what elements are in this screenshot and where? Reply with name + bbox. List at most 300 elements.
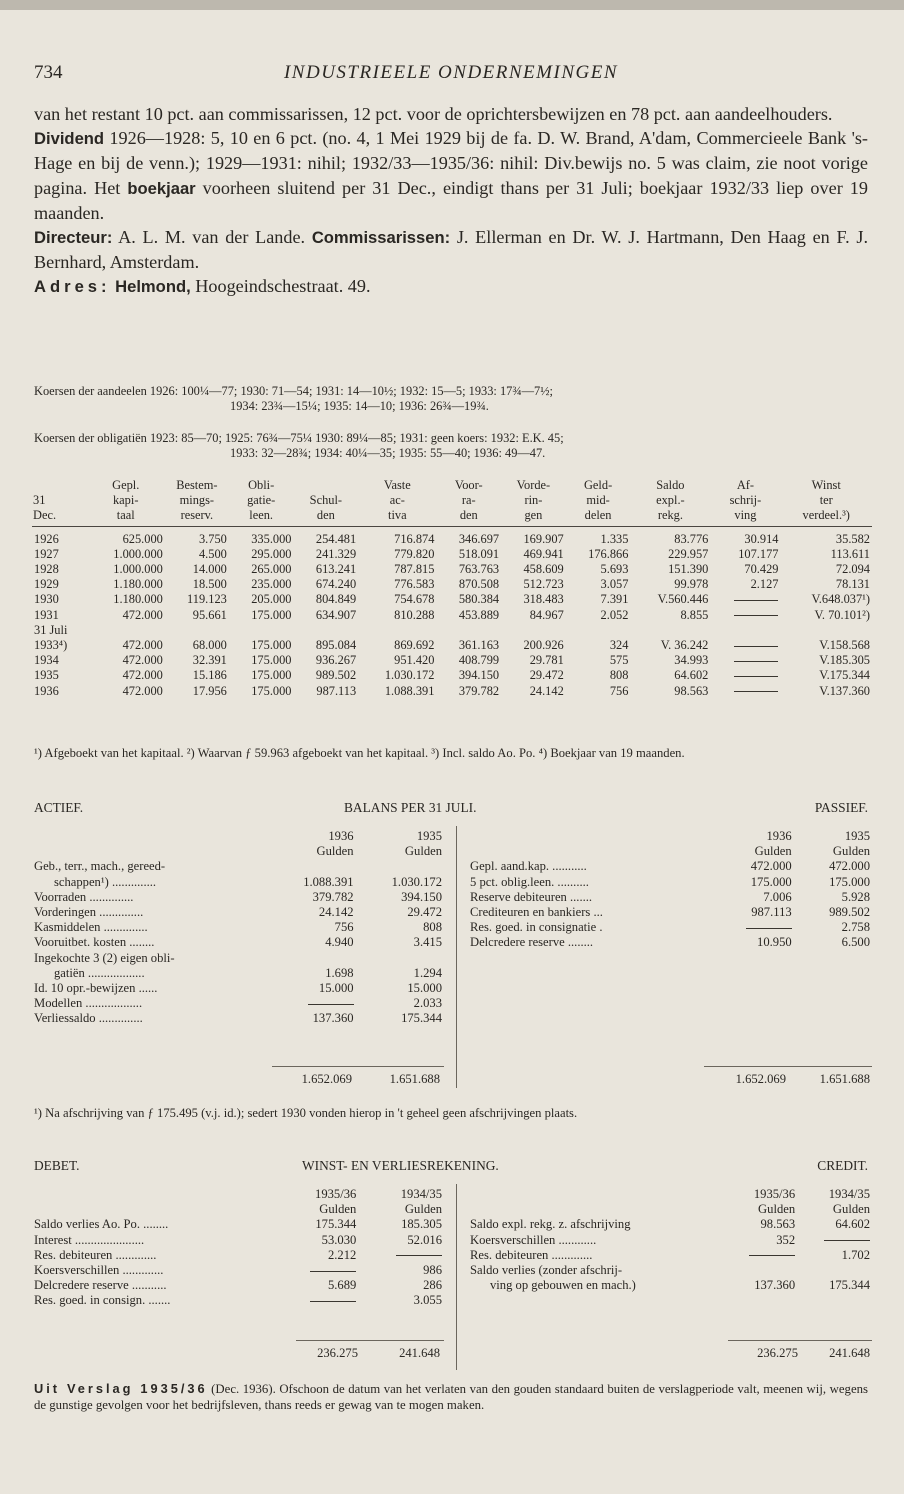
passief-row [468,890,872,905]
table-cell: 379.782 [458,683,500,698]
nil-dash [824,1240,870,1241]
boekjaar-text: voorheen sluitend per 31 Dec., eindigt thans per 31 Juli; boekjaar 1932/33 liep over 19 maanden. [34,177,868,223]
row-year: 1936 [34,683,59,698]
column-header: Geld- [583,478,613,492]
directeur-label: Directeur: [34,228,113,248]
credit-year-b: 1934/35 [828,1187,870,1201]
koersen-obligatien-line1: Koersen der obligatiën 1923: 85—70; 1925: 76¾—75¼ 1930: 89¼—85; 1931: geen koers: 1932: E.K. 45; [34,431,564,445]
debet-label: Koersverschillen ............. [34,1263,164,1278]
actief-row [32,920,444,935]
actief-value [267,859,355,874]
actief-value: 394.150 [401,889,442,904]
table-cell: 716.874 [394,531,435,546]
passief-value: 5.928 [841,889,870,904]
column-header: schrij- [729,493,762,508]
column-header: den [294,508,359,526]
credit-row [468,1278,872,1293]
table-cell: 78.131 [835,577,870,592]
passief-row [468,875,872,890]
debet-value: 3.055 [413,1293,442,1308]
nil-dash [734,691,778,692]
passief-value [707,920,794,935]
table-cell: V.137.360 [819,683,870,698]
table-cell [710,684,780,699]
table-cell: 175.000 [251,653,292,668]
credit-value: 175.344 [829,1278,870,1293]
actief-row [32,875,444,890]
credit-label: Koersverschillen ............ [470,1232,597,1247]
column-header: ac- [389,493,405,508]
column-header: Af- [736,478,755,492]
actief-value: 1.088.391 [303,874,354,889]
paragraph-restant: van het restant 10 pct. aan commissarissen, 12 pct. voor de oprichtersbewijzen en 78 pct. aan aandeelhouders. [34,104,833,124]
nil-dash [308,1004,354,1005]
actief-row [32,935,444,950]
debet-value: 5.689 [327,1278,357,1293]
debet-value: 185.305 [401,1217,442,1232]
passief-unit-b: Gulden [832,844,870,859]
actief-value: 175.344 [401,1011,442,1026]
credit-label: ving op gebouwen en mach.) [490,1278,636,1293]
passief-label: Res. goed. in consignatie . [470,920,603,935]
credit-value [797,1263,872,1278]
actief-title: ACTIEF. [34,800,84,815]
table-cell: 30.914 [744,531,779,546]
adres-label: Adres: [34,277,111,297]
table-row [32,526,872,547]
debet-label: Res. goed. in consign. ....... [34,1293,171,1308]
wv-heading [34,1158,868,1176]
table-cell: 175.000 [251,668,292,683]
table-cell: 72.094 [835,562,870,577]
actief-label: Geb., terr., mach., gereed- [34,859,166,874]
actief-row [32,981,444,996]
table-cell: 472.000 [122,683,163,698]
column-header: den [436,508,501,526]
table-header-row [32,508,872,526]
table-cell [710,623,780,638]
credit-value: 98.563 [760,1217,796,1232]
table-cell [780,623,872,638]
table-cell [358,623,436,638]
column-header: taal [87,508,165,526]
credit-label: Saldo expl. rekg. z. afschrijving [470,1217,631,1232]
table-cell: 3.057 [600,577,629,592]
actief-value: 1.030.172 [391,874,442,889]
column-header: Saldo [656,478,685,492]
column-header: Winst [811,478,841,492]
actief-label: Voorraden .............. [34,889,134,904]
credit-unit-a: Gulden [758,1202,796,1217]
koersen-aandeelen-line1: Koersen der aandeelen 1926: 100¼—77; 1930: 71—54; 1931: 14—10½; 1932: 15—5; 1933: 17¾—7½; [34,384,553,398]
table-cell: 674.240 [315,577,357,592]
table-cell: 17.956 [192,683,227,698]
row-year: 1929 [34,577,59,592]
table-cell: 64.602 [674,668,709,683]
debet-value: 175.344 [315,1217,357,1232]
table-cell: 394.150 [458,668,500,683]
credit-value: 137.360 [754,1278,796,1293]
balans-passief-table [468,829,872,951]
table-cell: V.158.568 [819,638,870,653]
table-cell: 346.697 [458,531,500,546]
table-cell: 295.000 [251,546,292,561]
column-header: rin- [524,493,543,508]
table-cell: 95.661 [192,607,227,622]
koersen-obligatien-line2: 1933: 32—28¾; 1934: 40¼—35; 1935: 55—40; 1936: 49—47. [230,446,546,460]
table-row [32,653,872,668]
table-row [32,668,872,683]
table-cell: 1.180.000 [113,577,163,592]
actief-value: 15.000 [407,981,442,996]
credit-row [468,1217,872,1232]
passief-value: 175.000 [750,874,792,889]
actief-label: schappen¹) .............. [54,874,157,889]
table-cell: V. 70.101²) [814,607,870,622]
table-cell: 472.000 [122,638,163,653]
actief-value: 1.698 [325,965,354,980]
table-cell: 469.941 [523,546,564,561]
credit-unit-b: Gulden [832,1202,870,1217]
table-row [32,592,872,607]
verslag-label: Uit Verslag 1935/36 [34,1381,208,1396]
table-cell: 4.500 [198,546,227,561]
table-cell: 175.000 [251,638,292,653]
actief-row [32,890,444,905]
table-cell: 254.481 [315,531,357,546]
debet-label: Delcredere reserve ........... [34,1278,167,1293]
actief-label: Vorderingen .............. [34,905,144,920]
debet-value: 52.016 [407,1232,442,1247]
table-cell: 175.000 [251,683,292,698]
credit-label: Saldo verlies (zonder afschrij- [470,1263,623,1278]
adres-city: Helmond, [115,277,191,297]
table-cell: 15.186 [192,668,227,683]
table-cell: 2.127 [750,577,779,592]
column-header: gen [501,508,566,526]
table-cell: 98.563 [674,683,709,698]
table-cell: 989.502 [315,668,357,683]
table-cell: 1.000.000 [113,562,163,577]
nil-dash [310,1271,356,1272]
table-cell: 408.799 [458,653,500,668]
table-cell: 169.907 [523,531,564,546]
table-cell: 14.000 [192,562,227,577]
debet-value: 986 [423,1263,442,1278]
debet-value: 286 [423,1278,442,1293]
table-cell: 70.429 [744,562,779,577]
table-cell [710,653,780,668]
page-title: INDUSTRIEELE ONDERNEMINGEN [283,62,618,83]
table-cell: 241.329 [315,546,357,561]
debet-row [32,1217,444,1232]
table-cell [436,623,501,638]
actief-total-a: 1.652.069 [301,1072,352,1086]
table-cell: 518.091 [458,546,500,561]
table-cell: 779.820 [394,546,435,561]
actief-label: Verliessaldo .............. [34,1011,143,1026]
credit-title: CREDIT. [817,1158,868,1173]
passief-total-b: 1.651.688 [819,1072,870,1086]
table-cell: 335.000 [251,531,292,546]
debet-value: 2.212 [327,1247,357,1262]
debet-row [32,1278,444,1293]
table-cell: 575 [609,653,629,668]
table-cell: 18.500 [192,577,227,592]
debet-row [32,1233,444,1248]
column-header [32,478,87,493]
nil-dash [734,646,778,647]
verslag-text: (Dec. 1936). Ofschoon de datum van het verlaten van den gouden standaard buiten de verslagperiode valt, meenen wij, wegens de gunstige gevolgen voor het bedrijfsleven, thans reeds er gewag van te mogen maken. [34,1382,868,1412]
column-header: gatie- [247,493,276,508]
table-row [32,684,872,699]
wv-title: WINST- EN VERLIESREKENING. [302,1158,499,1173]
actief-value: 29.472 [407,905,442,920]
passief-title: PASSIEF. [814,800,868,815]
passief-unit-a: Gulden [754,844,792,859]
table-cell [630,623,710,638]
table-cell: 119.123 [187,592,227,607]
column-header: ter [819,493,833,508]
passief-label: Crediteuren en bankiers ... [470,905,603,920]
actief-value: 3.415 [413,935,442,950]
table-cell: 754.678 [394,592,435,607]
debet-row [32,1263,444,1278]
nil-dash [396,1255,442,1256]
column-header: rekg. [630,508,710,526]
table-cell: 756 [609,683,629,698]
credit-total-a: 236.275 [757,1346,798,1360]
debet-total-a: 236.275 [317,1346,358,1360]
table-cell: 29.781 [529,653,564,668]
column-header: Bestem- [176,478,218,492]
table-cell: 951.420 [394,653,435,668]
table-row [32,562,872,577]
debet-value: 53.030 [321,1232,357,1247]
actief-row [32,905,444,920]
debet-label: Res. debiteuren ............. [34,1247,157,1262]
passief-label: Gepl. aand.kap. ........... [470,859,587,874]
passief-label: Delcredere reserve ........ [470,935,594,950]
table-cell: 787.815 [394,562,435,577]
table-cell [710,592,780,607]
debet-year-a: 1935/36 [315,1187,357,1201]
column-header: Obli- [248,478,275,492]
table-cell: 324 [609,638,629,653]
column-header: expl.- [656,493,685,508]
actief-row [32,1011,444,1026]
table-cell: 763.763 [458,562,500,577]
boekjaar-label: boekjaar [127,178,196,198]
passief-year-a: 1936 [766,829,792,843]
credit-value [797,1233,872,1248]
table-cell: 7.391 [600,592,629,607]
debet-row [32,1248,444,1263]
table-cell: 361.163 [458,638,500,653]
paragraph-dividend [34,126,868,225]
table-cell: 776.583 [394,577,435,592]
table-cell: 68.000 [192,638,227,653]
passief-value: 10.950 [757,935,792,950]
column-header: verdeel.³) [780,508,872,526]
debet-value [273,1263,359,1278]
table-cell: 869.692 [394,638,435,653]
nil-dash [734,615,778,616]
wv-credit-table [468,1187,872,1293]
scan-edge [0,0,904,10]
actief-label: Ingekochte 3 (2) eigen obli- [34,950,175,965]
table-cell: 804.849 [315,592,357,607]
debet-year-b: 1934/35 [400,1187,442,1201]
column-header: kapi- [112,493,139,508]
nil-dash [734,676,778,677]
credit-year-a: 1935/36 [753,1187,796,1201]
column-header: ra- [461,493,476,508]
column-header: 31 [33,493,46,508]
table-row [32,577,872,592]
five-year-table [32,478,872,699]
passief-total-a: 1.652.069 [735,1072,786,1086]
nil-dash [749,1255,795,1256]
credit-total-b: 241.648 [829,1346,870,1360]
passief-row [468,920,872,935]
actief-value: 379.782 [312,889,354,904]
table-row [32,623,872,638]
actief-unit-a: Gulden [316,844,354,859]
actief-label: gatiën .................. [54,965,145,980]
dividend-label: Dividend [34,129,105,149]
table-cell: 870.508 [458,577,500,592]
actief-value: 808 [423,920,442,935]
table-cell [294,623,359,638]
table-cell: 580.384 [458,592,500,607]
actief-value: 15.000 [318,981,354,996]
table-cell: 29.472 [529,668,564,683]
table-cell [710,668,780,683]
table-cell: 34.993 [674,653,709,668]
table-cell: 5.693 [600,562,629,577]
koersen-obligatien [34,431,868,461]
row-year: 1926 [34,531,59,546]
table-cell: 176.866 [588,546,629,561]
paragraph-directie [34,225,868,274]
passief-total-rule [704,1066,872,1067]
paragraph-adres [34,274,868,299]
table-cell: 107.177 [738,546,779,561]
passief-value: 6.500 [841,935,870,950]
nil-dash [734,600,778,601]
actief-row [32,966,444,981]
table-cell: 1.030.172 [384,668,435,683]
table-cell: 200.926 [523,638,564,653]
actief-row [32,996,444,1011]
actief-label: Vooruitbet. kosten ........ [34,935,155,950]
table-cell [165,623,229,638]
table-cell [87,623,165,638]
intro-text [34,102,868,300]
koersen-aandeelen-line2: 1934: 23¾—15¼; 1935: 14—10; 1936: 26¾—19¾. [230,399,489,413]
table-cell: 83.776 [674,531,709,546]
nil-dash [746,928,792,929]
table-cell: 936.267 [315,653,357,668]
table-cell [710,608,780,623]
table-cell: 472.000 [122,668,163,683]
passief-year-b: 1935 [844,829,870,843]
credit-row [468,1263,872,1278]
credit-value: 352 [776,1232,796,1247]
actief-row [32,859,444,874]
adres-street: Hoogeindschestraat. 49. [190,276,371,297]
column-header: Dec. [32,508,87,526]
actief-row [32,951,444,966]
koersen-aandeelen [34,384,868,414]
table-cell: 453.889 [458,607,500,622]
table-row [32,547,872,562]
actief-value [356,859,444,874]
table-cell: 265.000 [251,562,292,577]
nil-dash [734,661,778,662]
verslag-paragraph [34,1381,868,1413]
table-cell [566,623,631,638]
debet-unit-a: Gulden [319,1202,357,1217]
debet-unit-b: Gulden [404,1202,442,1217]
table-header-row [32,493,872,508]
actief-year-b: 1935 [416,829,442,843]
column-header: ving [710,508,780,526]
passief-value: 987.113 [751,905,792,920]
wv-divider [456,1184,457,1370]
balans-actief-table [32,829,444,1027]
row-year: 1928 [34,562,59,577]
actief-total-rule [272,1066,444,1067]
passief-value: 2.758 [841,920,870,935]
table-cell: 175.000 [251,607,292,622]
column-header: Gepl. [112,478,140,492]
table-cell: 235.000 [251,577,292,592]
column-header: leen. [229,508,294,526]
debet-value [273,1293,359,1308]
actief-value [356,951,444,966]
table-cell: 634.907 [315,607,357,622]
nil-dash [310,1301,356,1302]
wv-debet-table [32,1187,444,1309]
column-header: Schul- [309,493,343,508]
row-year: 31 Juli [34,622,68,637]
actief-label: Id. 10 opr.-bewijzen ...... [34,981,158,996]
passief-row [468,859,872,874]
table-row [32,638,872,653]
credit-label: Res. debiteuren ............. [470,1247,593,1262]
table-cell: V.560.446 [657,592,709,607]
table-cell: 229.957 [668,546,709,561]
table-cell [501,623,566,638]
passief-value: 472.000 [750,859,792,874]
passief-value: 472.000 [829,859,870,874]
credit-value [722,1248,797,1263]
row-year: 1935 [34,668,59,683]
table-cell: 2.052 [600,607,629,622]
column-header: reserv. [165,508,229,526]
credit-row [468,1233,872,1248]
table-cell: 151.390 [668,562,709,577]
commissarissen-text: J. Ellerman en Dr. W. J. Hartmann, Den Haag en F. J. Bernhard, Amsterdam. [34,227,868,273]
dividend-text: 1926—1928: 5, 10 en 6 pct. (no. 4, 1 Mei 1929 bij de fa. D. W. Brand, A'dam, Commercieele Bank 's-Hage en bij de venn.); 1929—1931: nihil; 1932/33—1935/36: nihil: Div.bewijs no. 5 was claim, zie noot vorige pagina. Het [34,128,868,198]
debet-value [358,1248,444,1263]
table-cell: 1.180.000 [113,592,163,607]
actief-unit-b: Gulden [404,844,442,859]
table-cell: 24.142 [529,683,564,698]
table-cell: 625.000 [122,531,163,546]
